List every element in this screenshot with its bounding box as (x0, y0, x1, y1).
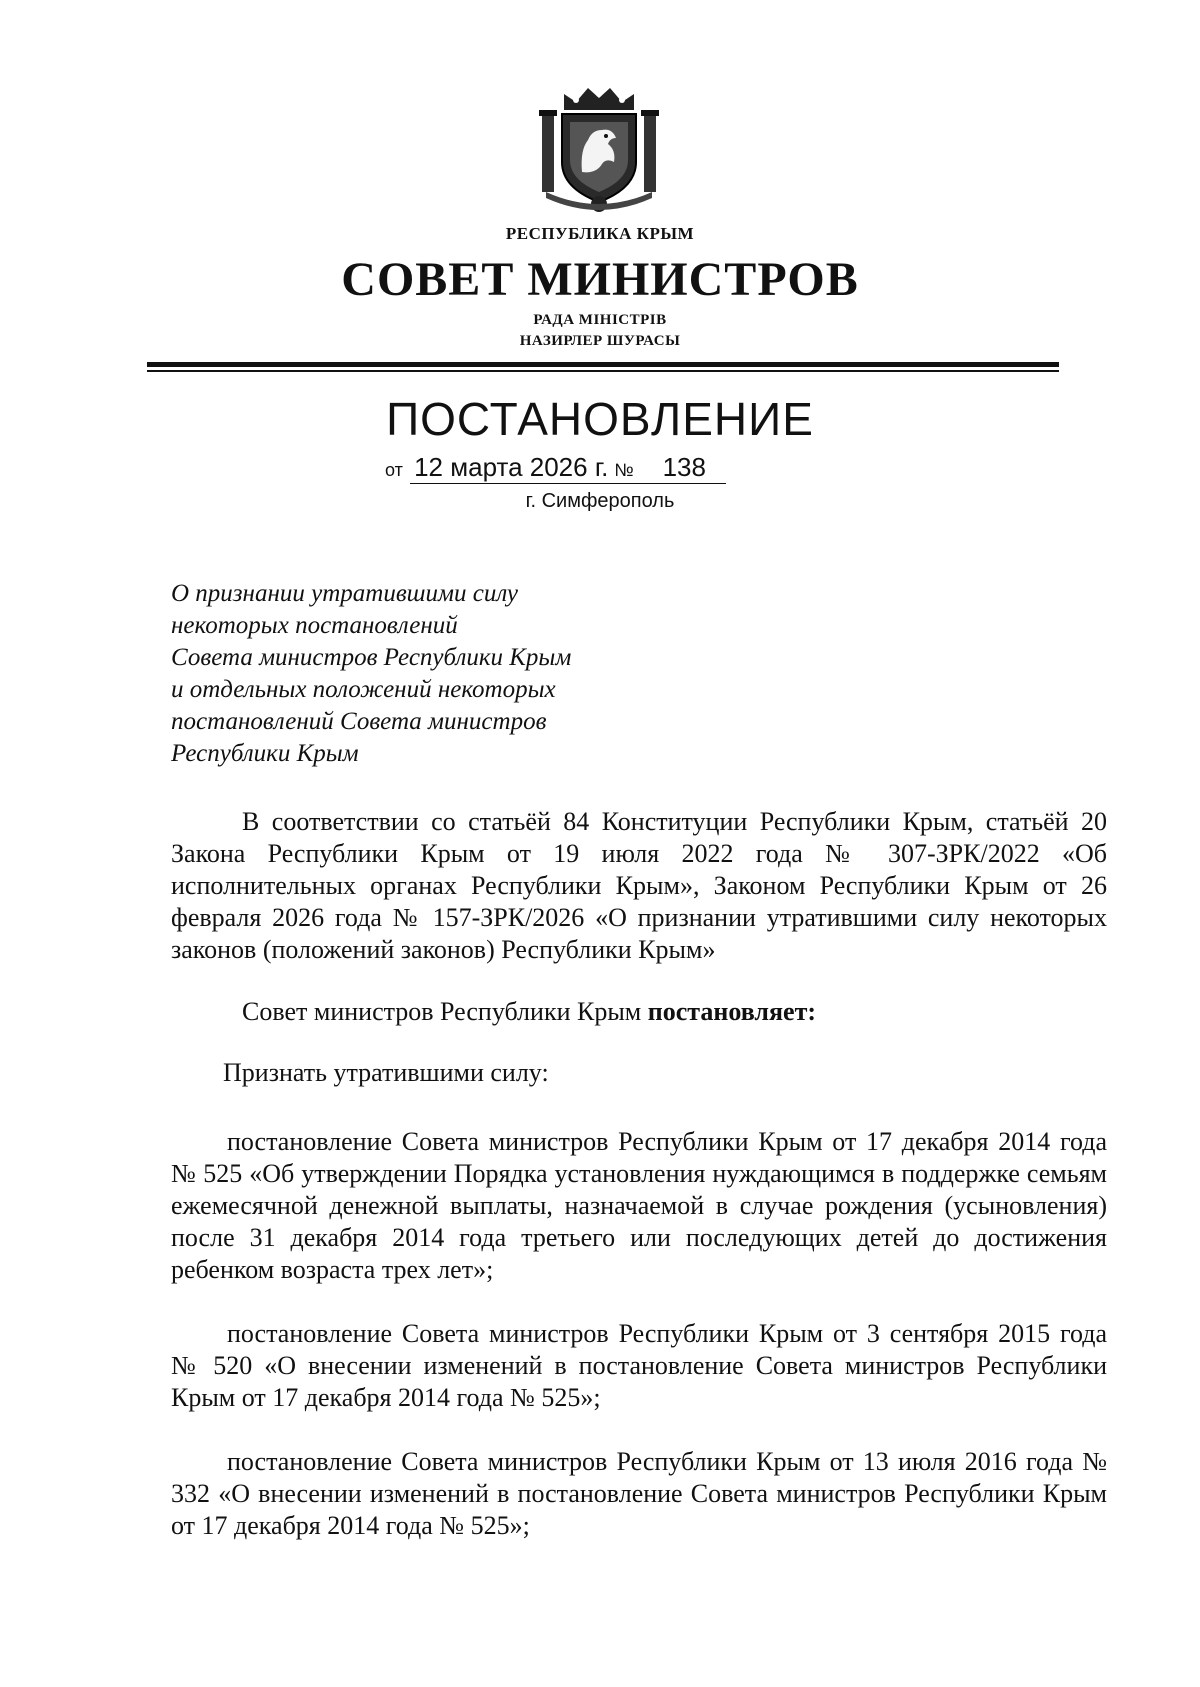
list-item: постановление Совета министров Республики Крым от 13 июля 2016 года № 332 «О внесении изменений в постановление Совета министров Республики Крым от 17 декабря 2014 года № 525»; (171, 1447, 1107, 1540)
document-date: 12 марта 2026 г. (410, 452, 614, 484)
header-divider-thin (147, 370, 1059, 372)
document-city: г. Симферополь (525, 490, 675, 512)
resolves-paragraph (171, 996, 1107, 1028)
council-title: СОВЕТ МИНИСТРОВ (341, 253, 859, 306)
list-item: постановление Совета министров Республики Крым от 17 декабря 2014 года № 525 «Об утверждении Порядка установления нуждающимся в поддержке семьям ежемесячной денежной выплаты, назначаемой в случае рождения (усыновления) после 31 декабря 2014 года третьего или последующих детей до достижения ребенком возраста трех лет»; (171, 1127, 1107, 1284)
crimea-coat-of-arms-icon (536, 80, 662, 214)
title-line: и отдельных положений некоторых (171, 676, 556, 703)
title-line: некоторых постановлений (171, 612, 458, 639)
title-line: Республики Крым (171, 740, 359, 767)
resolves-keyword: постановляет: (647, 997, 817, 1026)
date-prefix: от (385, 460, 403, 480)
list-item: постановление Совета министров Республики Крым от 3 сентября 2015 года № 520 «О внесении изменений в постановление Совета министров Республики Крым от 17 декабря 2014 года № 525»; (171, 1319, 1107, 1412)
document-type: ПОСТАНОВЛЕНИЕ (386, 393, 814, 445)
recognize-paragraph: Признать утратившими силу: (223, 1058, 549, 1087)
header-divider-thick (147, 362, 1059, 367)
title-line: Совета министров Республики Крым (171, 644, 572, 671)
document-number-field (614, 452, 726, 484)
document-title (171, 578, 731, 770)
document-date-line (385, 452, 726, 484)
document-number: 138 (662, 452, 706, 482)
basis-paragraph: В соответствии со статьёй 84 Конституции Республики Крым, статьёй 20 Закона Республики Крым от 19 июля 2022 года № 307-ЗРК/2022 «Об исполнительных органах Республики Крым», Законом Республики Крым от 26 февраля 2026 года № 157-ЗРК/2026 «О признании утратившими силу некоторых законов (положений законов) Республики Крым» (171, 807, 1107, 964)
nazirler-label: НАЗИРЛЕР ШУРАСЫ (519, 333, 681, 349)
resolves-lead: Совет министров Республики Крым (242, 997, 648, 1026)
number-sign: № (614, 460, 634, 480)
republic-label: РЕСПУБЛИКА КРЫМ (505, 224, 695, 243)
title-line: О признании утратившими силу (171, 580, 519, 607)
rada-label: РАДА МІНІСТРІВ (533, 312, 667, 328)
title-line: постановлений Совета министров (171, 708, 547, 735)
